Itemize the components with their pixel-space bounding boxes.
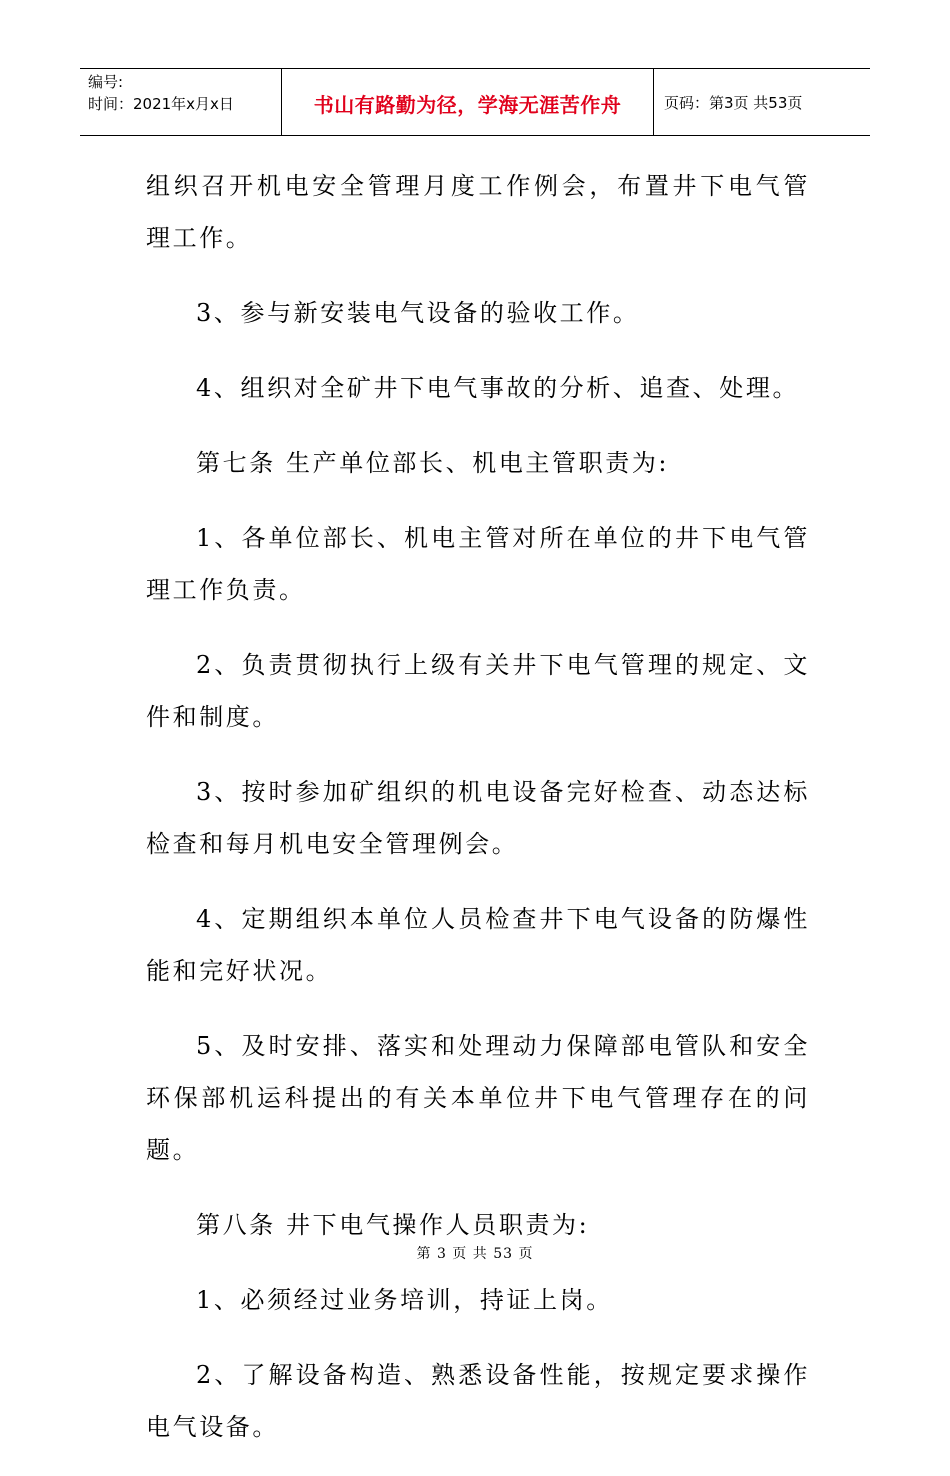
header-meta <box>80 69 282 135</box>
page-header <box>80 68 870 136</box>
body-paragraph: 第七条 生产单位部长、机电主管职责为: <box>196 449 670 477</box>
header-page-code <box>654 69 870 135</box>
body-paragraph: 第八条 井下电气操作人员职责为: <box>196 1211 590 1239</box>
page-code-text: 页码：第3页 共53页 <box>664 93 803 112</box>
page-footer <box>0 1243 950 1263</box>
body-paragraph: 组织召开机电安全管理月度工作例会，布置井下电气管理工作。 <box>146 172 810 252</box>
body-paragraph: 1、必须经过业务培训，持证上岗。 <box>196 1286 613 1314</box>
body-paragraph: 3、参与新安装电气设备的验收工作。 <box>196 299 640 327</box>
body-paragraph: 1、各单位部长、机电主管对所在单位的井下电气管理工作负责。 <box>146 524 810 604</box>
body-paragraph: 4、定期组织本单位人员检查井下电气设备的防爆性能和完好状况。 <box>146 905 810 985</box>
document-date: 时间：2021年x月x日 <box>88 95 234 113</box>
document-number-label: 编号: <box>88 73 124 91</box>
header-motto-cell <box>282 69 654 135</box>
document-body <box>146 160 810 1476</box>
body-paragraph: 4、组织对全矿井下电气事故的分析、追查、处理。 <box>196 374 800 402</box>
body-paragraph: 2、了解设备构造、熟悉设备性能，按规定要求操作电气设备。 <box>146 1361 810 1441</box>
header-motto: 书山有路勤为径，学海无涯苦作舟 <box>313 92 622 117</box>
body-paragraph: 5、及时安排、落实和处理动力保障部电管队和安全环保部机运科提出的有关本单位井下电气管理存在的问题。 <box>146 1032 810 1164</box>
body-paragraph: 3、按时参加矿组织的机电设备完好检查、动态达标检查和每月机电安全管理例会。 <box>146 778 810 858</box>
footer-page-number: 第 3 页 共 53 页 <box>416 1246 534 1262</box>
body-paragraph: 2、负责贯彻执行上级有关井下电气管理的规定、文件和制度。 <box>146 651 810 731</box>
